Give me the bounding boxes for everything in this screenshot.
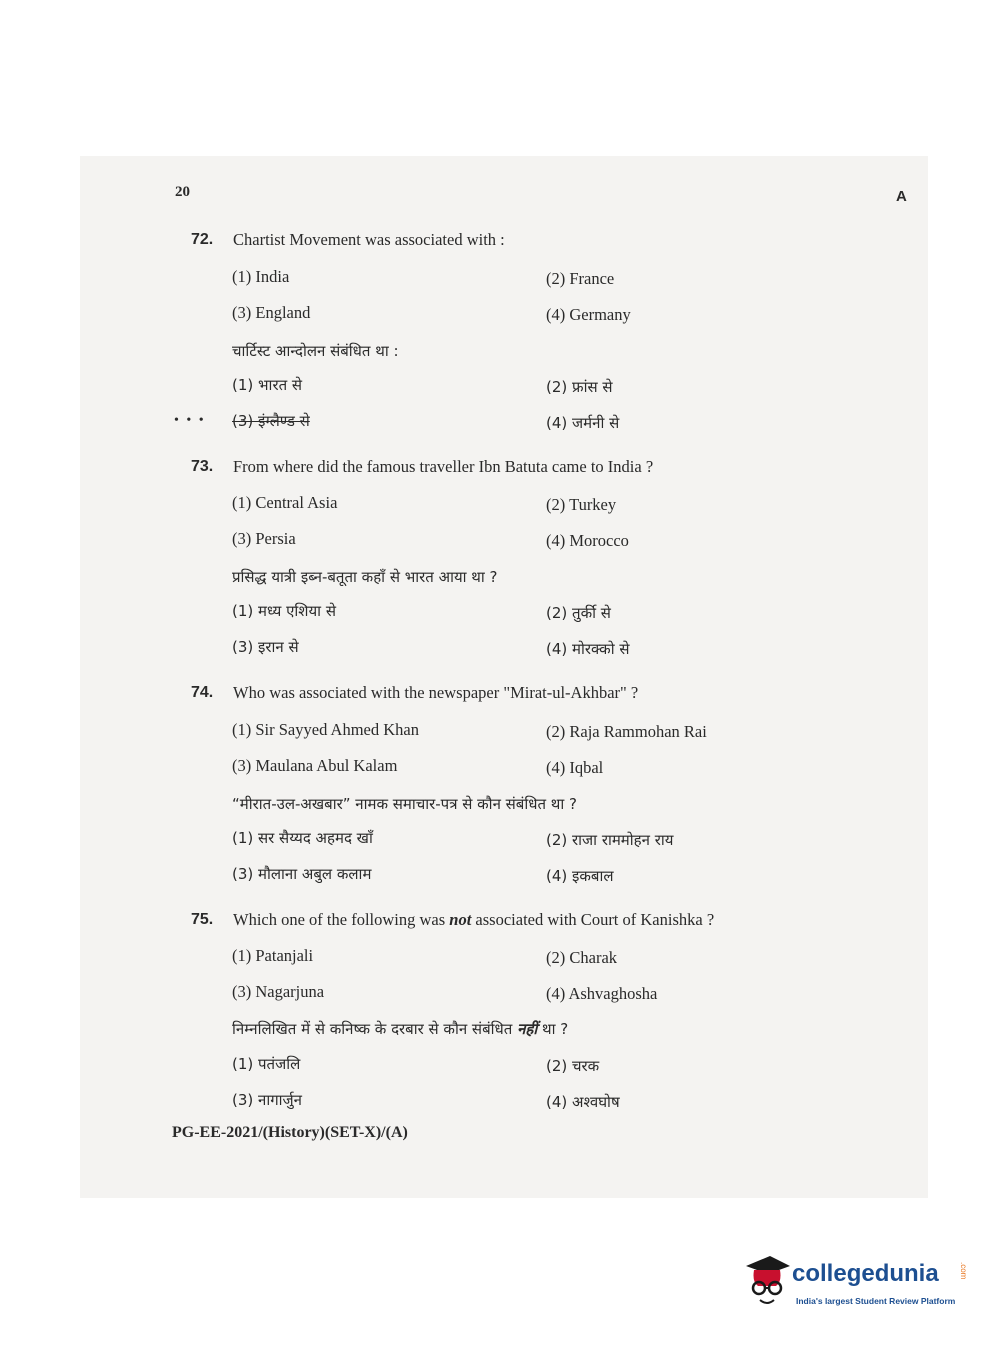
q74-option-1: (1) Sir Sayyed Ahmed Khan — [232, 720, 419, 739]
question-72-text: Chartist Movement was associated with : — [233, 230, 505, 249]
q72-hindi-option-4: (4) जर्मनी से — [546, 414, 620, 432]
q74-hindi-option-2: (2) राजा राममोहन राय — [546, 831, 674, 849]
q73-option-4: (4) Morocco — [546, 531, 629, 550]
question-74-number: 74. — [191, 684, 214, 701]
q73-option-3: (3) Persia — [232, 529, 296, 548]
question-75-text-part: associated with Court of Kanishka ? — [471, 910, 715, 929]
q75-hindi-emphasis: नहीं — [517, 1020, 538, 1038]
q75-option-2: (2) Charak — [546, 948, 618, 967]
q73-hindi-text: प्रसिद्ध यात्री इब्न-बतूता कहाँ से भारत आया था ? — [232, 568, 498, 586]
q74-hindi-option-1: (1) सर सैय्यद अहमद खाँ — [232, 829, 373, 847]
q75-hindi-text-part: था ? — [537, 1020, 569, 1038]
q72-option-4: (4) Germany — [546, 305, 631, 324]
exam-page — [80, 156, 928, 1198]
q74-option-2: (2) Raja Rammohan Rai — [546, 722, 707, 741]
q75-hindi-option-1: (1) पतंजलि — [232, 1055, 301, 1073]
q75-option-4: (4) Ashvaghosha — [546, 984, 658, 1003]
q72-hindi-option-1: (1) भारत से — [232, 376, 303, 394]
logo-wordmark: collegedunia — [792, 1260, 939, 1287]
q72-hindi-option-3: (3) इंग्लैण्ड से — [232, 412, 310, 430]
logo-tagline: India's largest Student Review Platform — [796, 1296, 956, 1306]
question-72-number: 72. — [191, 231, 214, 248]
q75-hindi-text — [232, 1019, 568, 1039]
question-75-text-part: Which one of the following was — [233, 910, 450, 929]
q73-option-2: (2) Turkey — [546, 495, 617, 514]
pen-mark: • • • — [174, 413, 206, 428]
q72-option-3: (3) England — [232, 303, 311, 322]
q75-option-3: (3) Nagarjuna — [232, 982, 325, 1001]
q74-hindi-option-3: (3) मौलाना अबुल कलाम — [232, 865, 372, 883]
question-75-number: 75. — [191, 911, 214, 928]
question-74-text: Who was associated with the newspaper "Mirat-ul-Akhbar" ? — [233, 683, 639, 702]
set-letter: A — [896, 188, 907, 205]
q75-option-1: (1) Patanjali — [232, 946, 314, 965]
question-75-emphasis: not — [449, 910, 472, 929]
collegedunia-logo[interactable] — [742, 1252, 972, 1326]
q72-option-2: (2) France — [546, 269, 615, 288]
q73-option-1: (1) Central Asia — [232, 493, 338, 512]
q74-hindi-option-4: (4) इकबाल — [546, 867, 614, 885]
q75-hindi-text-part: निम्नलिखित में से कनिष्क के दरबार से कौन संबंधित — [232, 1020, 518, 1038]
question-73-number: 73. — [191, 458, 214, 475]
mascot-icon — [742, 1252, 792, 1322]
q73-hindi-option-1: (1) मध्य एशिया से — [232, 602, 336, 620]
q74-option-4: (4) Iqbal — [546, 758, 604, 777]
q75-hindi-option-4: (4) अश्वघोष — [546, 1093, 620, 1111]
q75-hindi-option-3: (3) नागार्जुन — [232, 1091, 303, 1109]
q74-hindi-text: “मीरात-उल-अखबार” नामक समाचार-पत्र से कौन संबंधित था ? — [232, 795, 577, 813]
page-number: 20 — [175, 184, 190, 200]
q72-hindi-text: चार्टिस्ट आन्दोलन संबंधित था : — [232, 342, 399, 360]
question-75-text — [233, 910, 714, 930]
footer-code: PG-EE-2021/(History)(SET-X)/(A) — [172, 1124, 408, 1141]
logo-suffix: .com — [959, 1262, 968, 1280]
q72-option-1: (1) India — [232, 267, 290, 286]
q72-hindi-option-2: (2) फ्रांस से — [546, 378, 613, 396]
question-73-text: From where did the famous traveller Ibn Batuta came to India ? — [233, 457, 654, 476]
q73-hindi-option-3: (3) इरान से — [232, 638, 299, 656]
q75-hindi-option-2: (2) चरक — [546, 1057, 600, 1075]
q73-hindi-option-2: (2) तुर्की से — [546, 604, 611, 622]
q73-hindi-option-4: (4) मोरक्को से — [546, 640, 630, 658]
q74-option-3: (3) Maulana Abul Kalam — [232, 756, 398, 775]
